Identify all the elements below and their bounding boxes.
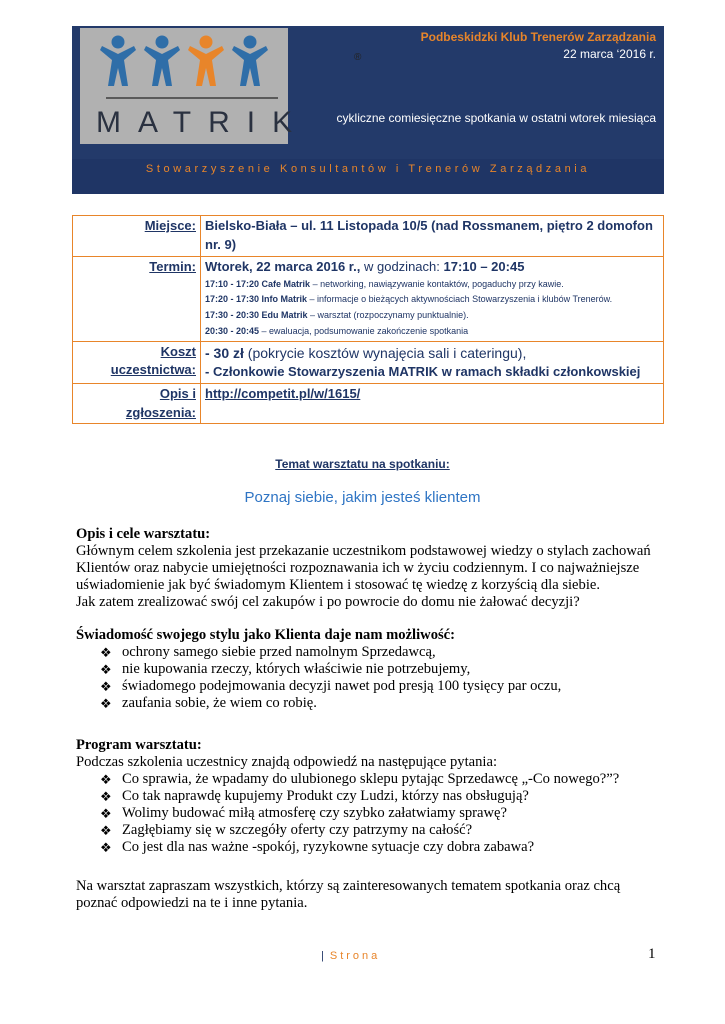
questions-list <box>100 771 666 856</box>
schedule-item: 20:30 - 20:45 – ewaluacja, podsumowanie zakończenie spotkania <box>205 325 469 336</box>
diamond-bullet-icon: ❖ <box>100 840 112 855</box>
paragraph-line: poznać odpowiedzi na te i inne pytania. <box>76 895 308 911</box>
association-name: Stowarzyszenie Konsultantów i Trenerów Zarządzania <box>145 163 591 175</box>
cost-line-1: - 30 zł (pokrycie kosztów wynajęcia sali i cateringu), <box>205 344 527 361</box>
diamond-bullet-icon: ❖ <box>100 789 112 804</box>
logo-divider <box>106 97 278 99</box>
place-row <box>73 216 664 257</box>
list-item: ❖ Co tak naprawdę kupujemy Produkt czy Ludzi, którzy nas obsługują? <box>100 788 529 804</box>
term-value <box>201 256 664 341</box>
place-label: Miejsce: <box>73 216 201 257</box>
benefits-list <box>100 644 666 712</box>
schedule-list <box>205 277 659 340</box>
term-row <box>73 256 664 341</box>
list-item: ❖ świadomego podejmowania decyzji nawet pod presją 100 tysięcy par oczu, <box>100 678 562 694</box>
cycle-note: cykliczne comiesięczne spotkania w ostatni wtorek miesiąca <box>336 111 656 125</box>
registration-link[interactable]: http://competit.pl/w/1615/ <box>205 385 361 401</box>
event-info-table <box>72 215 664 424</box>
section-heading: Świadomość swojego stylu jako Klienta daje nam możliwość: <box>76 627 456 643</box>
diamond-bullet-icon: ❖ <box>100 679 112 694</box>
paragraph-line: Na warsztat zapraszam wszystkich, którzy są zainteresowanych tematem spotkania oraz chcą <box>76 878 621 894</box>
list-item: ❖ zaufania sobie, że wiem co robię. <box>100 695 317 711</box>
term-hours: 17:10 – 20:45 <box>443 258 525 274</box>
paragraph-line: uświadomienie jak być świadomym Klientem i stosować tę wiedzę z korzyścią dla siebie. <box>76 577 601 593</box>
header-banner <box>72 26 664 194</box>
footer-page-label: | Strona <box>321 950 381 962</box>
cost-row <box>73 341 664 383</box>
workshop-subtitle: Poznaj siebie, jakim jesteś klientem <box>244 489 481 506</box>
logo-wordmark: MATRIK <box>96 106 310 139</box>
section-heading: Program warsztatu: <box>76 737 202 753</box>
description-section <box>76 526 666 611</box>
cost-line-2: - Członkowie Stowarzyszenia MATRIK w ramach składki członkowskiej <box>205 363 641 379</box>
registration-row <box>73 383 664 424</box>
registration-value <box>201 383 664 424</box>
term-hours-text: w godzinach: <box>360 258 444 274</box>
matrik-logo <box>80 28 310 144</box>
term-day: Wtorek, 22 marca 2016 r., <box>205 258 361 274</box>
diamond-bullet-icon: ❖ <box>100 823 112 838</box>
cost-label: Koszt uczestnictwa: <box>73 341 201 383</box>
awareness-section <box>76 627 666 712</box>
registered-mark: ® <box>354 52 362 63</box>
meeting-date: 22 marca ‘2016 r. <box>563 47 656 61</box>
list-item: ❖ Co jest dla nas ważne -spokój, ryzykowne sytuacje czy dobra zabawa? <box>100 839 535 855</box>
cost-value <box>201 341 664 383</box>
page-number: 1 <box>648 946 656 962</box>
paragraph-line: Jak zatem zrealizować swój cel zakupów i po powrocie do domu nie żałować decyzji? <box>76 594 580 610</box>
closing-paragraph <box>76 878 666 912</box>
list-item: ❖ nie kupowania rzeczy, których właściwie nie potrzebujemy, <box>100 661 471 677</box>
section-heading: Opis i cele warsztatu: <box>76 526 211 542</box>
paragraph-line: Głównym celem szkolenia jest przekazanie uczestnikom podstawowej wiedzy o stylach zachowań <box>76 543 651 559</box>
schedule-item: 17:10 - 17:20 Cafe Matrik – networking, nawiązywanie kontaktów, pogaduchy przy kawie. <box>205 278 564 289</box>
list-item: ❖ Co sprawia, że wpadamy do ulubionego sklepu pytając Sprzedawcę „-Co nowego?”? <box>100 771 620 787</box>
diamond-bullet-icon: ❖ <box>100 696 112 711</box>
people-figures-icon <box>80 28 288 100</box>
paragraph-line: Klientów oraz nabycie umiejętności rozpoznawania ich w życiu codziennym. I co najważniejsze <box>76 560 640 576</box>
list-item: ❖ ochrony samego siebie przed namolnym Sprzedawcą, <box>100 644 436 660</box>
schedule-item: 17:30 - 20:30 Edu Matrik – warsztat (rozpoczynamy punktualnie). <box>205 310 469 321</box>
club-name: Podbeskidzki Klub Trenerów Zarządzania <box>420 30 656 44</box>
registration-label: Opis i zgłoszenia: <box>73 383 201 424</box>
diamond-bullet-icon: ❖ <box>100 645 112 660</box>
list-item: ❖ Zagłębiamy się w szczegóły oferty czy patrzymy na całość? <box>100 822 473 838</box>
place-value: Bielsko-Biała – ul. 11 Listopada 10/5 (nad Rossmanem, piętro 2 domofon nr. 9) <box>201 216 664 257</box>
term-label: Termin: <box>73 256 201 341</box>
program-section <box>76 737 666 856</box>
schedule-item: 17:20 - 17:30 Info Matrik – informacje o bieżących aktywnościach Stowarzyszenia i klubów Trenerów. <box>205 294 613 305</box>
topic-title: Temat warsztatu na spotkaniu: <box>275 457 450 471</box>
list-item: ❖ Wolimy budować miłą atmosferę czy szybko załatwiamy sprawę? <box>100 805 508 821</box>
diamond-bullet-icon: ❖ <box>100 772 112 787</box>
program-intro: Podczas szkolenia uczestnicy znajdą odpowiedź na następujące pytania: <box>76 754 498 770</box>
diamond-bullet-icon: ❖ <box>100 662 112 677</box>
diamond-bullet-icon: ❖ <box>100 806 112 821</box>
